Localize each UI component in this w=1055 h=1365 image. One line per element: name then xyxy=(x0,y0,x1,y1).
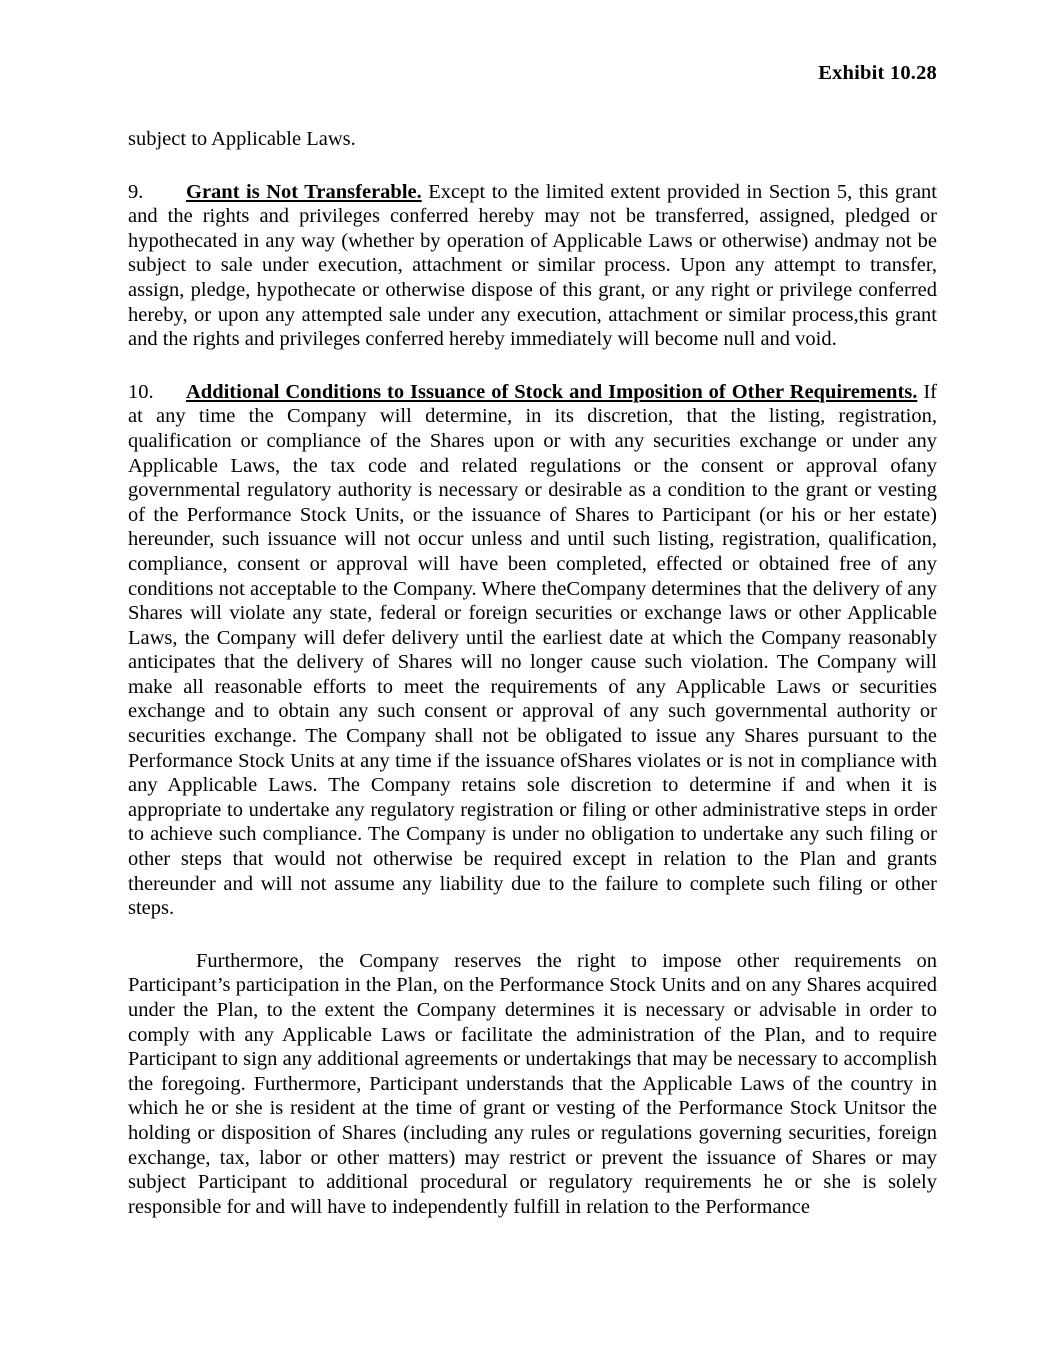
exhibit-label: Exhibit 10.28 xyxy=(818,62,937,84)
lead-in-paragraph: subject to Applicable Laws. xyxy=(128,128,356,150)
section-10-paragraph xyxy=(128,380,937,921)
section-10-heading: Additional Conditions to Issuance of Stock and Imposition of Other Requirements. xyxy=(186,380,918,403)
closing-paragraph: Furthermore, the Company reserves the right to impose other requirements on Participant’s participation in the Plan, on the Performance Stock Units and on any Shares acquired under the Plan, to the extent the Company determines it is necessary or advisable in order to comply with any Applicable Laws or facilitate the administration of the Plan, and to require Participant to sign any additional agreements or undertakings that may be necessary to accomplish the foregoing. Furthermore, Participant understands that the Applicable Laws of the country in which he or she is resident at the time of grant or vesting of the Performance Stock Unitsor the holding or disposition of Shares (including any rules or regulations governing securities, foreign exchange, tax, labor or other matters) may restrict or prevent the issuance of Shares or may subject Participant to additional procedural or regulatory requirements he or she is solely responsible for and will have to independently fulfill in relation to the Performance xyxy=(128,949,937,1218)
section-9-number: 9. xyxy=(128,180,144,203)
section-10-number: 10. xyxy=(128,380,154,403)
section-10-text: If at any time the Company will determine, in its discretion, that the listing, registration, qualification or compliance of the Shares upon or with any securities exchange or under any Applicable Laws, the tax code and related regulations or the consent or approval ofany governmental regulatory authority is necessary or desirable as a condition to the grant or vesting of the Performance Stock Units, or the issuance of Shares to Participant (or his or her estate) hereunder, such issuance will not occur unless and until such listing, registration, qualification, compliance, consent or approval will have been completed, effected or obtained free of any conditions not acceptable to the Company. Where theCompany determines that the delivery of any Shares will violate any state, federal or foreign securities or exchange laws or other Applicable Laws, the Company will defer delivery until the earliest date at which the Company reasonably anticipates that the delivery of Shares will no longer cause such violation. The Company will make all reasonable efforts to meet the requirements of any Applicable Laws or securities exchange and to obtain any such consent or approval of any such governmental authority or securities exchange. The Company shall not be obligated to issue any Shares pursuant to the Performance Stock Units at any time if the issuance ofShares violates or is not in compliance with any Applicable Laws. The Company retains sole discretion to determine if and when it is appropriate to undertake any regulatory registration or filing or other administrative steps in order to achieve such compliance. The Company is under no obligation to undertake any such filing or other steps that would not otherwise be required except in relation to the Plan and grants thereunder and will not assume any liability due to the failure to complete such filing or other steps. xyxy=(128,380,937,920)
section-9-text: Except to the limited extent provided in Section 5, this grant and the rights and privileges conferred hereby may not be transferred, assigned, pledged or hypothecated in any way (whether by operation of Applicable Laws or otherwise) andmay not be subject to sale under execution, attachment or similar process. Upon any attempt to transfer, assign, pledge, hypothecate or otherwise dispose of this grant, or any right or privilege conferred hereby, or upon any attempted sale under any execution, attachment or similar process,this grant and the rights and privileges conferred hereby immediately will become null and void. xyxy=(128,180,937,351)
section-9-paragraph xyxy=(128,180,937,352)
section-9-heading: Grant is Not Transferable. xyxy=(186,180,422,203)
